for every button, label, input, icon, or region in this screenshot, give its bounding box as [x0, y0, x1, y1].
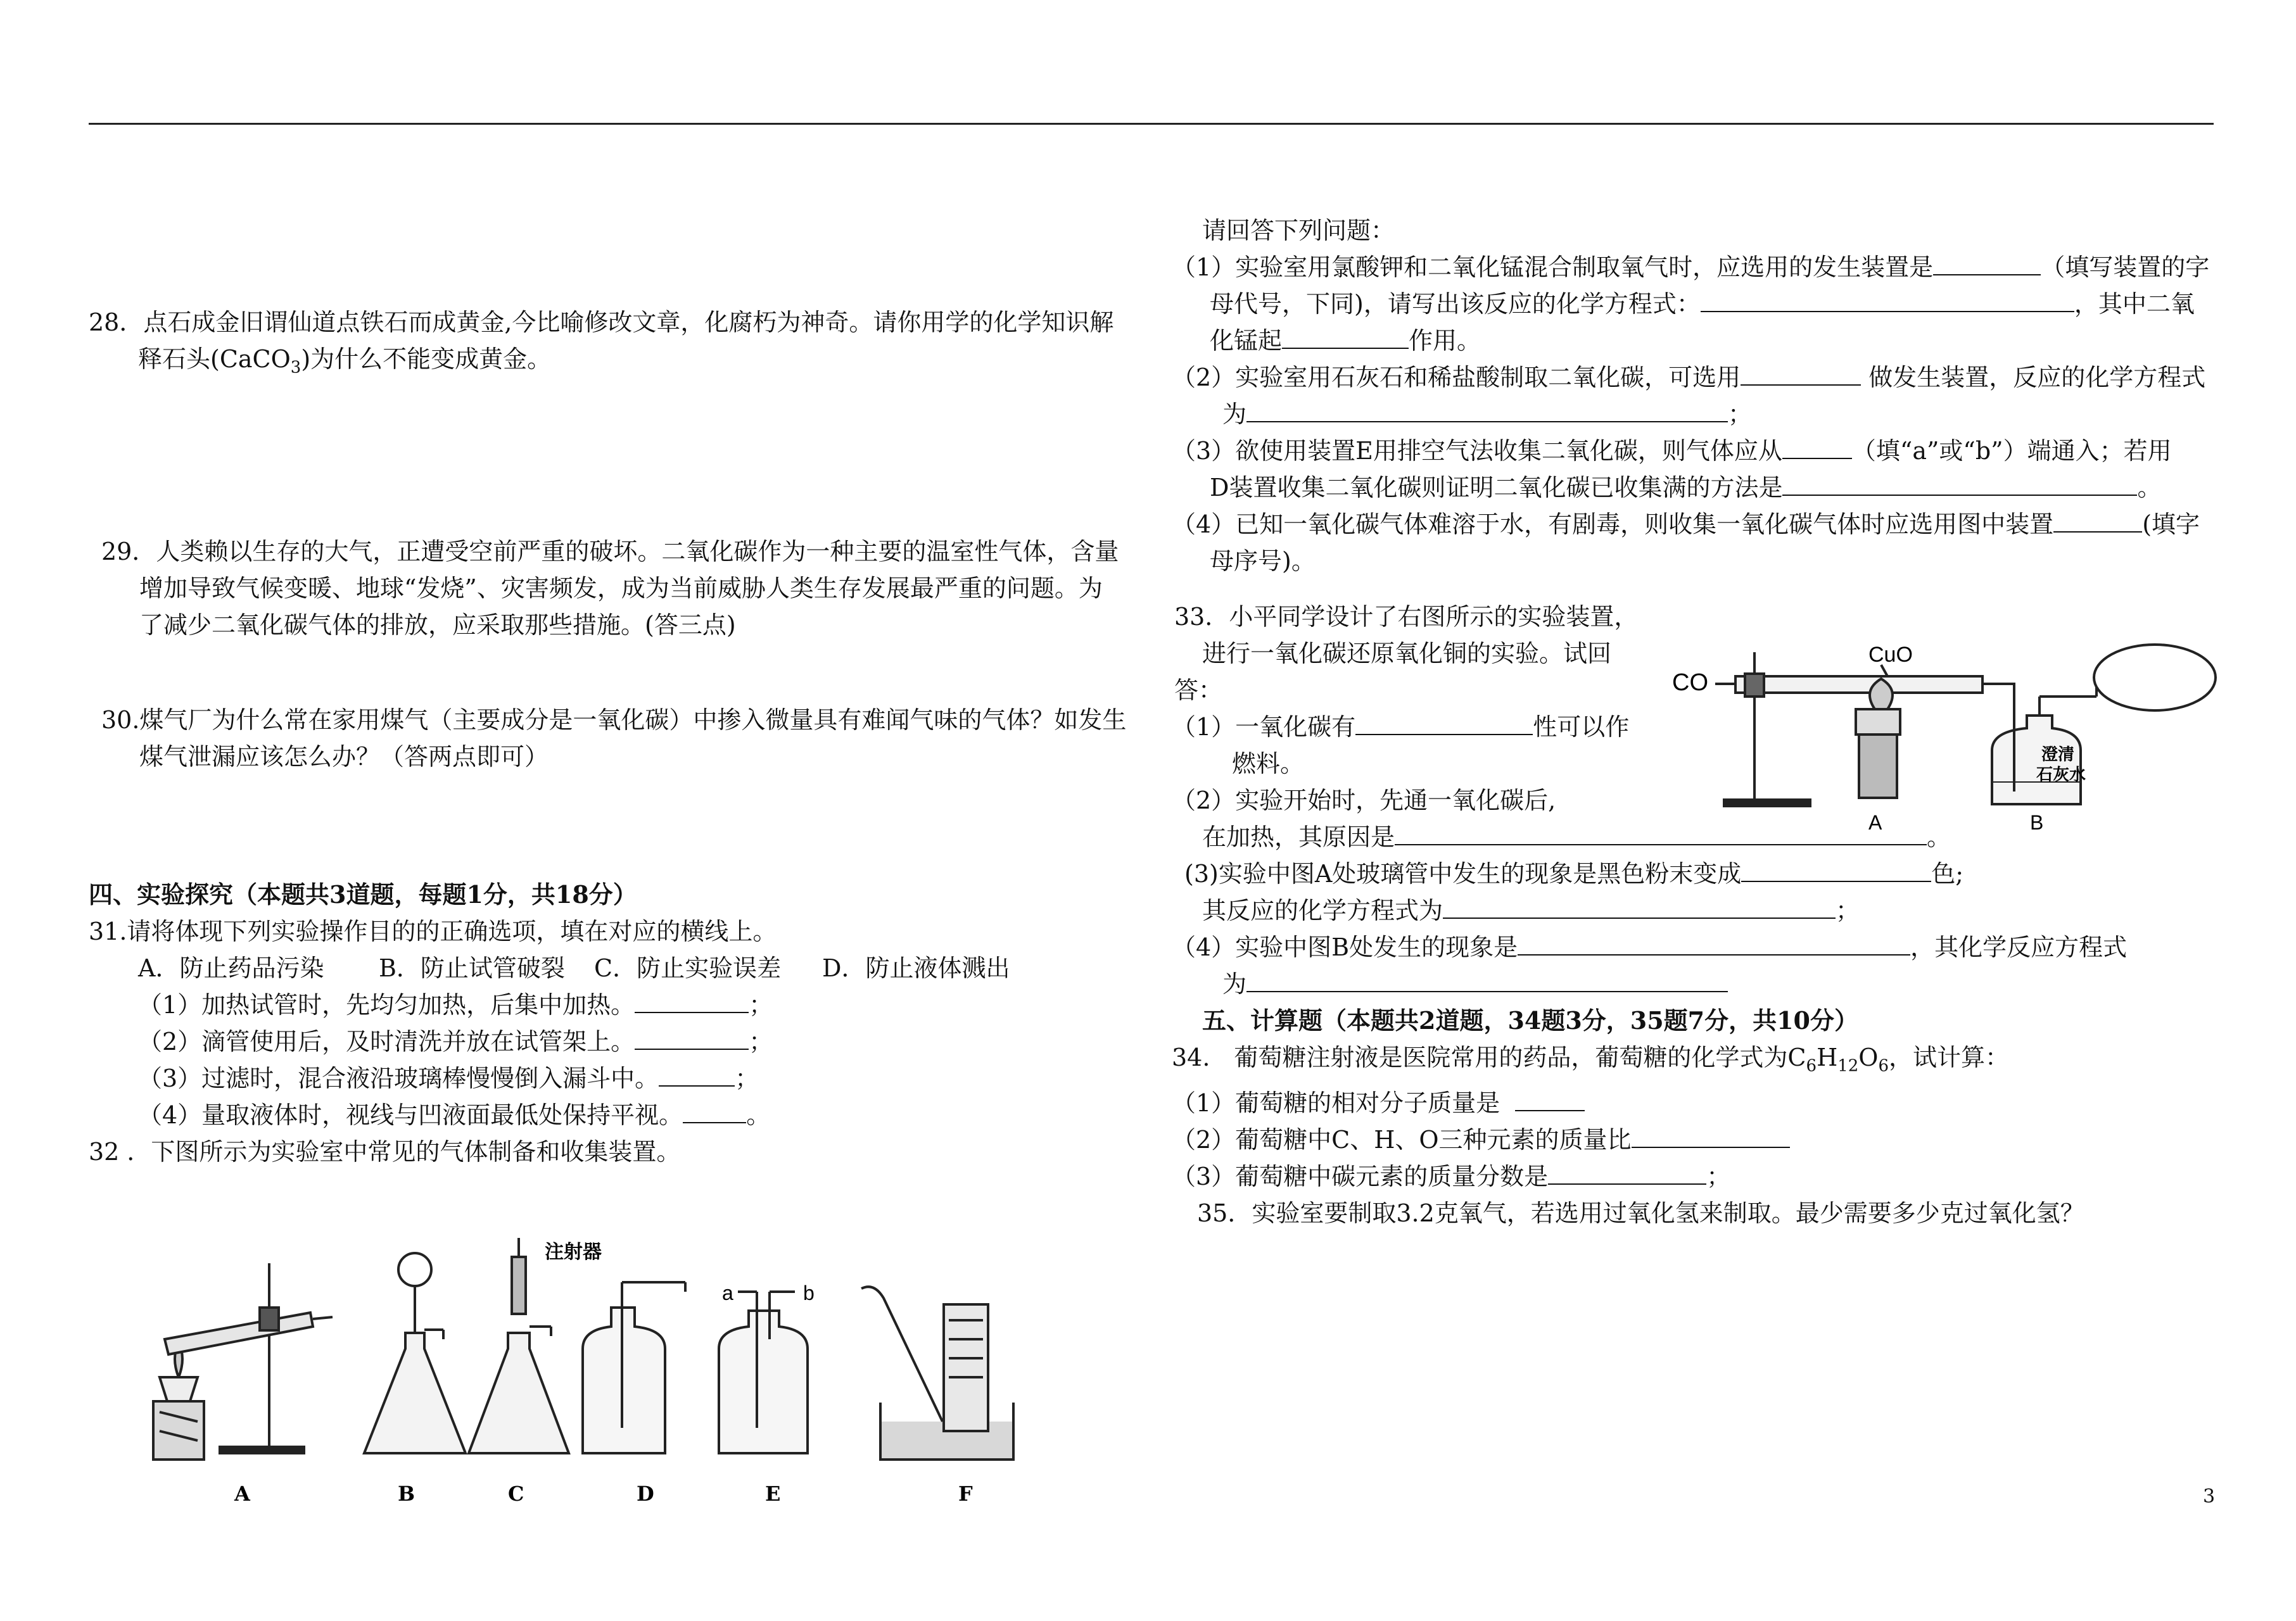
port-b-label: b [803, 1282, 815, 1304]
q33-sub4-line1 [1172, 929, 2217, 966]
q29-line1: 29．人类赖以生存的大气，正遭受空前严重的破坏。二氧化碳作为一种主要的温室性气体，含量 [101, 537, 1119, 565]
q31-item-4-text: （4）量取液体时，视线与凹液面最低处保持平视。 [138, 1101, 683, 1129]
q32-intro: 请回答下列问题： [1202, 217, 1395, 244]
q31-end-3: ； [735, 1064, 759, 1092]
q30-line2: 煤气泄漏应该怎么办？（答两点即可） [139, 742, 549, 771]
q34-mid1: H [1817, 1044, 1838, 1071]
figure-label-d: D [637, 1482, 654, 1506]
q32-s3-a: （3）欲使用装置E用排空气法收集二氧化碳，则气体应从 [1172, 437, 1782, 465]
port-a-label: a [722, 1282, 733, 1304]
q32-stem: 32 ．下图所示为实验室中常见的气体制备和收集装置。 [89, 1137, 681, 1166]
figure-label-c: C [508, 1482, 524, 1506]
q31-item-2-text: （2）滴管使用后，及时清洗并放在试管架上。 [138, 1027, 635, 1056]
q32-blank-1[interactable] [1933, 249, 2041, 275]
q30-line1: 30.煤气厂为什么常在家用煤气（主要成分是一氧化碳）中掺入微量具有难闻气味的气体？如发生 [101, 705, 1127, 734]
q32-s2-c: 为 [1222, 400, 1247, 428]
q32-s3-d: 。 [2137, 474, 2162, 501]
q32-s3-c: D装置收集二氧化碳则证明二氧化碳已收集满的方法是 [1210, 474, 1783, 501]
q32-sub1-line3 [1172, 322, 2217, 359]
q33-s4-c: 为 [1222, 970, 1247, 998]
q31-item-3-text: （3）过滤时，混合液沿玻璃棒慢慢倒入漏斗中。 [138, 1064, 659, 1092]
q35-text: 35．实验室要制取3.2克氧气，若选用过氧化氢来制取。最少需要多少克过氧化氢？ [1197, 1199, 2084, 1227]
q32-sub3-line2 [1172, 469, 2217, 506]
figure-label-e: E [765, 1482, 781, 1506]
q34-item-2 [1172, 1121, 2217, 1158]
q31-blank-4[interactable] [683, 1097, 746, 1123]
q31-blank-3[interactable] [659, 1060, 735, 1087]
q32-sub4-line2: 母序号)。 [1210, 547, 1316, 575]
q32-s4-a: （4）已知一氧化碳气体难溶于水，有剧毒，则收集一氧化碳气体时应选用图中装置 [1172, 510, 2054, 538]
q33-s3-a: (3)实验中图A处玻璃管中发生的现象是黑色粉末变成 [1184, 860, 1742, 888]
q34-s2: （2）葡萄糖中C、H、O三种元素的质量比 [1172, 1125, 1632, 1154]
q32-blank-8[interactable] [2053, 506, 2142, 533]
q32-sub1-line2 [1172, 286, 2217, 322]
q33-stem1: 33．小平同学设计了右图所示的实验装置， [1174, 603, 1639, 631]
section-5-title: 五、计算题（本题共2道题，34题3分，35题7分，共10分） [1202, 1006, 1858, 1035]
q33-s3-d: ； [1836, 897, 1860, 924]
q33-s3-b: 色; [1931, 860, 1964, 888]
q33-s4-b: ，其化学反应方程式 [1910, 933, 2128, 961]
q28-line2-a: 释石头(CaCO [138, 345, 291, 373]
figure-label-f: F [958, 1482, 973, 1506]
apparatus-c [469, 1238, 569, 1453]
q33-stem3: 答： [1174, 676, 1223, 704]
q31-stem: 31.请将体现下列实验操作目的的正确选项，填在对应的横线上。 [89, 917, 777, 945]
apparatus-d [583, 1282, 685, 1453]
q32-s1-d: ，其中二氧 [2074, 290, 2195, 318]
q33-s3-c: 其反应的化学方程式为 [1202, 897, 1443, 924]
apparatus-a [153, 1263, 333, 1460]
q33-s2-b: 在加热，其原因是 [1202, 823, 1395, 851]
q33-stem2: 进行一氧化碳还原氧化铜的实验。试回 [1202, 640, 1612, 667]
limewater-label-2: 石灰水 [2036, 765, 2086, 784]
q32-blank-2[interactable] [1701, 286, 2074, 312]
q32-s1-e: 化锰起 [1210, 327, 1283, 355]
apparatus-f [861, 1287, 1013, 1460]
syringe-label: 注射器 [545, 1242, 602, 1263]
q32-s4-b: (填字 [2142, 510, 2200, 538]
q34-s3-end: ； [1706, 1162, 1731, 1190]
q33-sub4-line2 [1172, 966, 2217, 1002]
apparatus-b [364, 1253, 466, 1453]
q32-sub2-line1 [1172, 359, 2217, 396]
q33-sub1-line2: 燃料。 [1232, 750, 1305, 778]
page-number: 3 [2203, 1485, 2216, 1508]
q32-s1-c: 母代号，下同)，请写出该反应的化学方程式： [1210, 290, 1701, 318]
q32-s1-f: 作用。 [1409, 327, 1481, 355]
question-30 [89, 702, 1140, 775]
q33-sub2-line1: （2）实验开始时，先通一氧化碳后, [1172, 786, 1556, 814]
q31-option-c: C．防止实验误差 [594, 954, 782, 982]
q34-stem [1172, 1039, 2217, 1085]
q29-line3: 了减少二氧化碳气体的排放，应采取那些措施。(答三点) [139, 610, 736, 639]
q33-s2-c: 。 [1927, 823, 1951, 851]
q31-end-4: 。 [746, 1101, 771, 1129]
q29-line2: 增加导致气候变暖、地球“发烧”、灾害频发，成为当前威胁人类生存发展最严重的问题。为 [139, 574, 1103, 602]
q32-s2-b: 做发生装置，反应的化学方程式 [1861, 363, 2206, 391]
limewater-label-1: 澄清 [2041, 745, 2075, 764]
q31-end-2: ； [749, 1027, 773, 1056]
q28-line1: 28．点石成金旧谓仙道点铁石而成黄金,今比喻修改文章，化腐朽为神奇。请你用学的化学知识解 [89, 308, 1114, 336]
q34-item-1 [1172, 1085, 2217, 1121]
q34-stem-a: 34. 葡萄糖注射液是医院常用的药品，葡萄糖的化学式为C [1172, 1044, 1806, 1071]
q31-option-b: B．防止试管破裂 [379, 954, 565, 982]
q33-sub3-line1 [1172, 855, 2217, 892]
q31-options [89, 950, 1140, 987]
q28-line2-b: )为什么不能变成黄金。 [301, 345, 552, 373]
left-column [89, 304, 1140, 1170]
section-4-title: 四、实验探究（本题共3道题，每题1分，共18分） [89, 880, 637, 909]
q34-sub1: 6 [1806, 1056, 1817, 1076]
q32-s2-d: ； [1728, 400, 1753, 428]
q31-option-a: A．防止药品污染 [138, 954, 324, 982]
q32-s2-a: （2）实验室用石灰石和稀盐酸制取二氧化碳，可选用 [1172, 363, 1741, 391]
q33-s1-b: 性可以作 [1533, 713, 1630, 741]
q34-item-3 [1172, 1158, 2217, 1195]
apparatus-e [719, 1292, 808, 1453]
question-31 [89, 913, 1140, 1133]
q31-item-2 [89, 1023, 1140, 1060]
q33-blank-5[interactable] [1518, 929, 1910, 956]
q34-sub3: 6 [1878, 1056, 1889, 1076]
cuo-label: CuO [1868, 643, 1913, 667]
q33-blank-1[interactable] [1355, 709, 1533, 735]
q33-blank-6[interactable] [1246, 966, 1728, 992]
q32-s1-a: （1）实验室用氯酸钾和二氧化锰混合制取氧气时，应选用的发生装置是 [1172, 253, 1934, 281]
q34-sub2: 12 [1837, 1056, 1859, 1076]
figure-label-a: A [234, 1482, 250, 1506]
q31-item-1 [89, 987, 1140, 1023]
q33-s4-a: （4）实验中图B处发生的现象是 [1172, 933, 1518, 961]
q34-blank-3[interactable] [1548, 1158, 1706, 1185]
q32-sub3-line1 [1172, 432, 2217, 469]
q33-s1-a: （1）一氧化碳有 [1172, 713, 1356, 741]
gas-apparatus-figure [146, 1238, 1077, 1510]
q33-blank-4[interactable] [1443, 892, 1836, 919]
q32-blank-3[interactable] [1282, 322, 1409, 349]
q32-s1-b: （填写装置的字 [2041, 253, 2210, 281]
q34-s1: （1）葡萄糖的相对分子质量是 [1172, 1088, 1500, 1117]
q34-blank-2[interactable] [1632, 1121, 1790, 1148]
co-reduction-figure [1672, 640, 2217, 848]
fig-label-b: B [2030, 811, 2044, 834]
q31-end-1: ； [749, 990, 773, 1019]
figure-label-b: B [398, 1482, 415, 1506]
header-rule [89, 123, 2214, 125]
q31-item-1-text: （1）加热试管时，先均匀加热，后集中加热。 [138, 990, 635, 1019]
co-label: CO [1672, 669, 1708, 696]
q34-stem-b: ，试计算： [1889, 1044, 2010, 1071]
q28-sub: 3 [290, 358, 301, 377]
question-28 [89, 304, 1140, 386]
q31-option-d: D．防止液体溅出 [822, 954, 1010, 982]
question-29 [89, 533, 1140, 643]
q31-blank-1[interactable] [635, 987, 749, 1013]
q31-item-4 [89, 1097, 1140, 1133]
q31-item-3 [89, 1060, 1140, 1097]
q32-blank-4[interactable] [1741, 359, 1861, 386]
q32-s3-b: （填“a”或“b”）端通入；若用 [1851, 437, 2172, 465]
q31-blank-2[interactable] [635, 1023, 749, 1050]
q32-sub4-line1 [1172, 506, 2217, 543]
q34-mid2: O [1858, 1044, 1879, 1071]
q32-blank-6[interactable] [1782, 432, 1852, 459]
q34-s3: （3）葡萄糖中碳元素的质量分数是 [1172, 1162, 1549, 1190]
q34-blank-1[interactable] [1515, 1085, 1585, 1111]
fig-label-a: A [1868, 811, 1882, 834]
q32-blank-5[interactable] [1246, 396, 1728, 422]
q32-sub2-line2 [1172, 396, 2217, 432]
q32-blank-7[interactable] [1782, 469, 2137, 496]
q33-blank-3[interactable] [1741, 855, 1931, 882]
q32-sub1-line1 [1172, 249, 2217, 286]
q33-sub3-line2 [1172, 892, 2217, 929]
